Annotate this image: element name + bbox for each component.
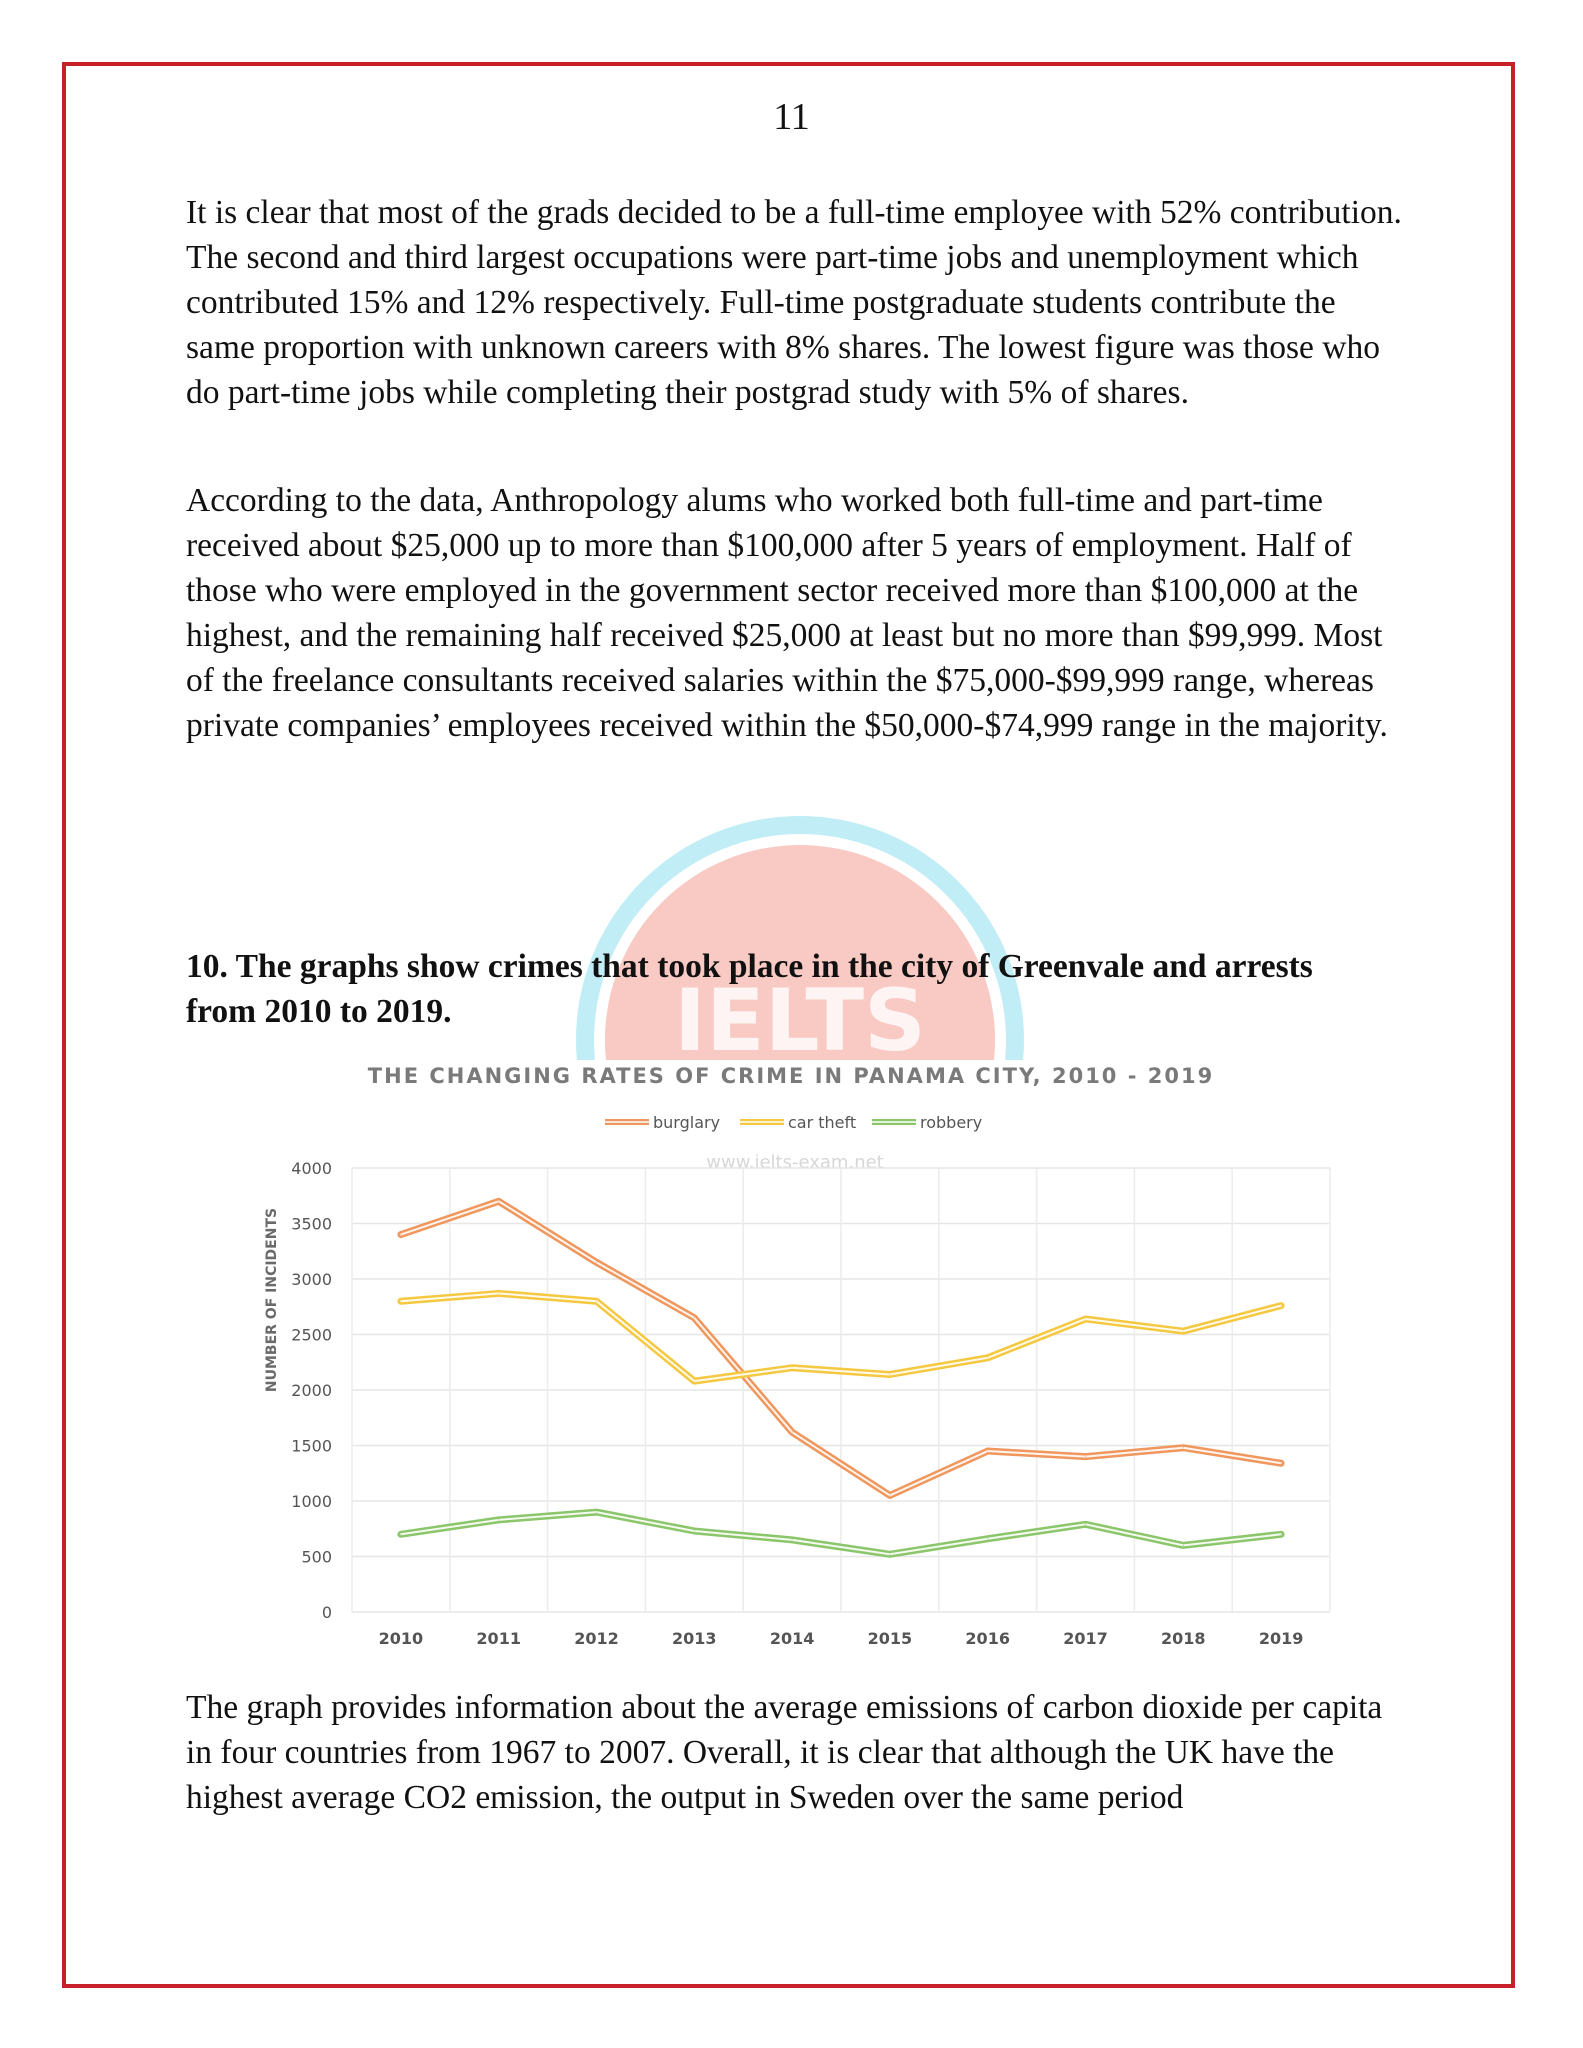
x-tick-label: 2010 xyxy=(378,1629,424,1648)
paragraph-1: It is clear that most of the grads decided to be a full-time employee with 52% contribution. The second and third largest occupations were part-time jobs and unemployment which contributed 15% and 12% respectively. Full-time postgraduate students contribute the same proportion with unknown careers with 8% shares. The lowest figure was those who do part-time jobs while completing their postgrad study with 5% of shares. xyxy=(186,194,1402,411)
x-tick-label: 2012 xyxy=(574,1629,619,1648)
y-axis xyxy=(291,1159,332,1622)
x-tick-label: 2013 xyxy=(672,1629,717,1648)
data-point xyxy=(596,1512,597,1513)
data-point xyxy=(498,1293,499,1294)
data-point xyxy=(1085,1524,1086,1525)
data-point xyxy=(987,1357,988,1358)
y-tick-label: 3500 xyxy=(291,1214,332,1234)
data-point xyxy=(792,1432,793,1433)
data-point xyxy=(1183,1331,1184,1332)
data-point xyxy=(889,1495,890,1496)
data-point xyxy=(694,1530,695,1531)
chart-watermark-url: www.ielts-exam.net xyxy=(706,1152,884,1173)
data-point xyxy=(889,1554,890,1555)
data-point xyxy=(400,1534,401,1535)
legend-item-burglary xyxy=(605,1113,720,1132)
data-point xyxy=(400,1301,401,1302)
y-axis-label: NUMBER OF INCIDENTS xyxy=(264,1207,280,1393)
data-point xyxy=(1281,1463,1282,1464)
watermark-logo-text: IELTS xyxy=(674,971,926,1060)
legend-item-robbery xyxy=(872,1113,982,1132)
data-point xyxy=(792,1539,793,1540)
chart-title: THE CHANGING RATES OF CRIME IN PANAMA CITY, 2010 - 2019 xyxy=(367,1064,1215,1088)
x-tick-label: 2019 xyxy=(1258,1629,1304,1648)
x-tick-label: 2016 xyxy=(965,1629,1010,1648)
data-point xyxy=(498,1519,499,1520)
legend-label: burglary xyxy=(653,1113,721,1132)
data-point xyxy=(400,1234,401,1235)
y-tick-label: 500 xyxy=(301,1547,332,1567)
data-point xyxy=(498,1201,499,1202)
data-point xyxy=(987,1538,988,1539)
data-point xyxy=(1281,1305,1282,1306)
y-tick-label: 0 xyxy=(321,1603,332,1622)
data-point xyxy=(1085,1456,1086,1457)
y-tick-label: 3000 xyxy=(291,1270,332,1289)
legend-label: car theft xyxy=(788,1113,857,1132)
y-tick-label: 1000 xyxy=(291,1492,332,1511)
y-tick-label: 1500 xyxy=(291,1436,332,1456)
x-tick-label: 2017 xyxy=(1063,1629,1108,1648)
paragraph-2: According to the data, Anthropology alums who worked both full-time and part-time received about $25,000 up to more than $100,000 after 5 years of employment. Half of those who were employed in the government sector received more than $100,000 at the highest, and the remaining half received $25,000 at least but no more than $99,999. Most of the freelance consultants received salaries within the $75,000-$99,999 range, whereas private companies’ employees received within the $50,000-$74,999 range in the majority. xyxy=(186,482,1388,744)
x-tick-label: 2014 xyxy=(769,1629,815,1648)
legend-label: robbery xyxy=(920,1113,983,1132)
y-tick-label: 4000 xyxy=(291,1159,332,1178)
data-point xyxy=(889,1374,890,1375)
y-tick-label: 2500 xyxy=(291,1325,332,1345)
paragraph-3: The graph provides information about the average emissions of carbon dioxide per capita in four countries from 1967 to 2007. Overall, it is clear that although the UK have the highest average CO2 emission, the output in Sweden over the same period xyxy=(186,1689,1383,1816)
crime-line-chart xyxy=(240,1050,1340,1670)
chart-legend xyxy=(605,1113,982,1132)
data-point xyxy=(694,1381,695,1382)
x-tick-label: 2011 xyxy=(476,1629,521,1648)
data-point xyxy=(987,1451,988,1452)
data-point xyxy=(1183,1545,1184,1546)
data-point xyxy=(792,1367,793,1368)
y-tick-label: 2000 xyxy=(291,1381,332,1400)
data-point xyxy=(1183,1447,1184,1448)
x-tick-label: 2018 xyxy=(1161,1629,1206,1648)
section-heading: 10. The graphs show crimes that took place in the city of Greenvale and arrests from 2010 to 2019. xyxy=(186,948,1313,1030)
data-point xyxy=(1085,1318,1086,1319)
legend-item-car-theft xyxy=(740,1113,856,1132)
x-axis xyxy=(379,1629,1304,1648)
x-tick-label: 2015 xyxy=(867,1629,913,1648)
data-point xyxy=(596,1301,597,1302)
page-number: 11 xyxy=(773,96,810,138)
data-point xyxy=(596,1262,597,1263)
data-point xyxy=(694,1317,695,1318)
data-point xyxy=(1281,1534,1282,1535)
